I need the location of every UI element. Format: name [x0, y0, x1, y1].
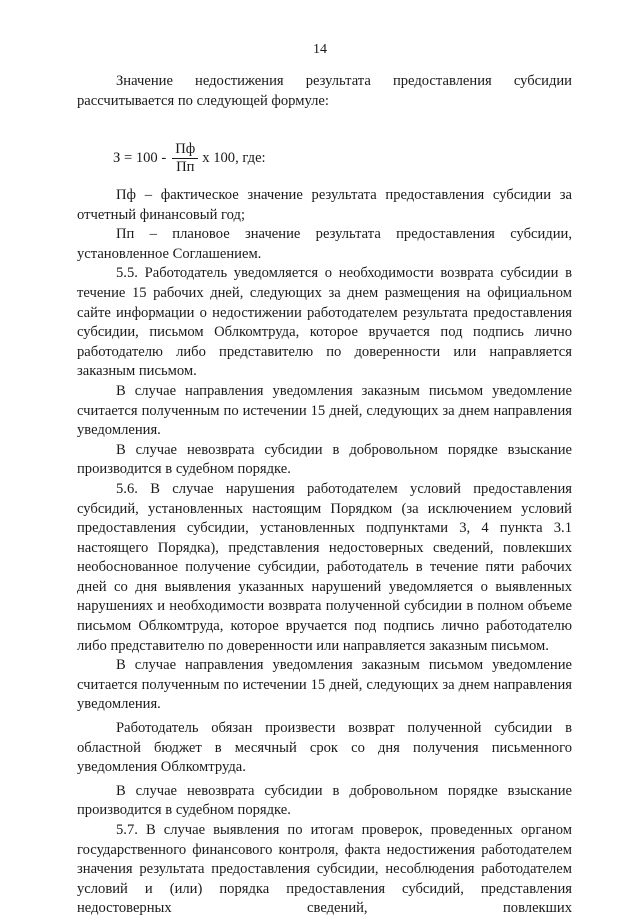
- paragraph-notice-mail-2: В случае направления уведомления заказным письмом уведомление считается полученным по истечении 15 дней, следующих за днем направления уведомления.: [77, 657, 572, 713]
- body-text: [77, 186, 572, 919]
- intro-paragraph: Значение недостижения результата предоставления субсидии рассчитывается по следующей формуле:: [77, 73, 572, 109]
- paragraph-court-2: В случае невозврата субсидии в добровольном порядке взыскание производится в судебном порядке.: [77, 782, 572, 819]
- formula-left: З = 100 -: [113, 149, 167, 166]
- formula-denominator: Пп: [176, 158, 195, 175]
- formula: [113, 138, 266, 178]
- paragraph-pf: Пф – фактическое значение результата предоставления субсидии за отчетный финансовый год;: [77, 187, 572, 223]
- paragraph-5-6: 5.6. В случае нарушения работодателем условий предоставления субсидий, установленных настоящим Порядком (за исключением условий предоставления субсидии, установленных подпунктами 3, 4 пункта 3.1 настоящего Порядка), представления недостоверных сведений, повлекших необоснованное получение субсидии, работодатель в течение пяти рабочих дней со дня выявления указанных нарушений уведомляется о выявленных нарушениях и необходимости возврата полученной субсидии в полном объеме письмом Облкомтруда, которое вручается под подпись лично работодателю либо представителю по доверенности или направляется заказным письмом.: [77, 480, 572, 654]
- paragraph-5-5: 5.5. Работодатель уведомляется о необходимости возврата субсидии в течение 15 рабочих дней, следующих за днем размещения на официальном сайте информации о недостижении работодателем результата предоставления субсидии, письмом Облкомтруда, которое вручается под подпись лично работодателю либо представителю по доверенности или направляется заказным письмом.: [77, 265, 572, 380]
- page-number: 14: [313, 42, 327, 57]
- paragraph-notice-mail: В случае направления уведомления заказным письмом уведомление считается полученным по истечении 15 дней, следующих за днем направления уведомления.: [77, 382, 572, 439]
- paragraph-return: Работодатель обязан произвести возврат полученной субсидии в областной бюджет в месячный срок со дня получения письменного уведомления Облкомтруда.: [77, 720, 572, 776]
- paragraph-pp: Пп – плановое значение результата предоставления субсидии, установленное Соглашением.: [77, 226, 572, 262]
- formula-numerator: Пф: [172, 141, 198, 159]
- paragraph-5-7: 5.7. В случае выявления по итогам проверок, проведенных органом государственного финансового контроля, факта недостижения работодателем значения результата предоставления субсидии, несоблюдения работодателем условий и (или) порядка предоставления субсидий, представления недостоверных сведений, повлекших: [77, 822, 572, 917]
- intro-block: [77, 72, 572, 111]
- formula-fraction: [172, 141, 198, 176]
- formula-right: х 100, где:: [202, 149, 266, 166]
- paragraph-court: В случае невозврата субсидии в добровольном порядке взыскание производится в судебном порядке.: [77, 441, 572, 478]
